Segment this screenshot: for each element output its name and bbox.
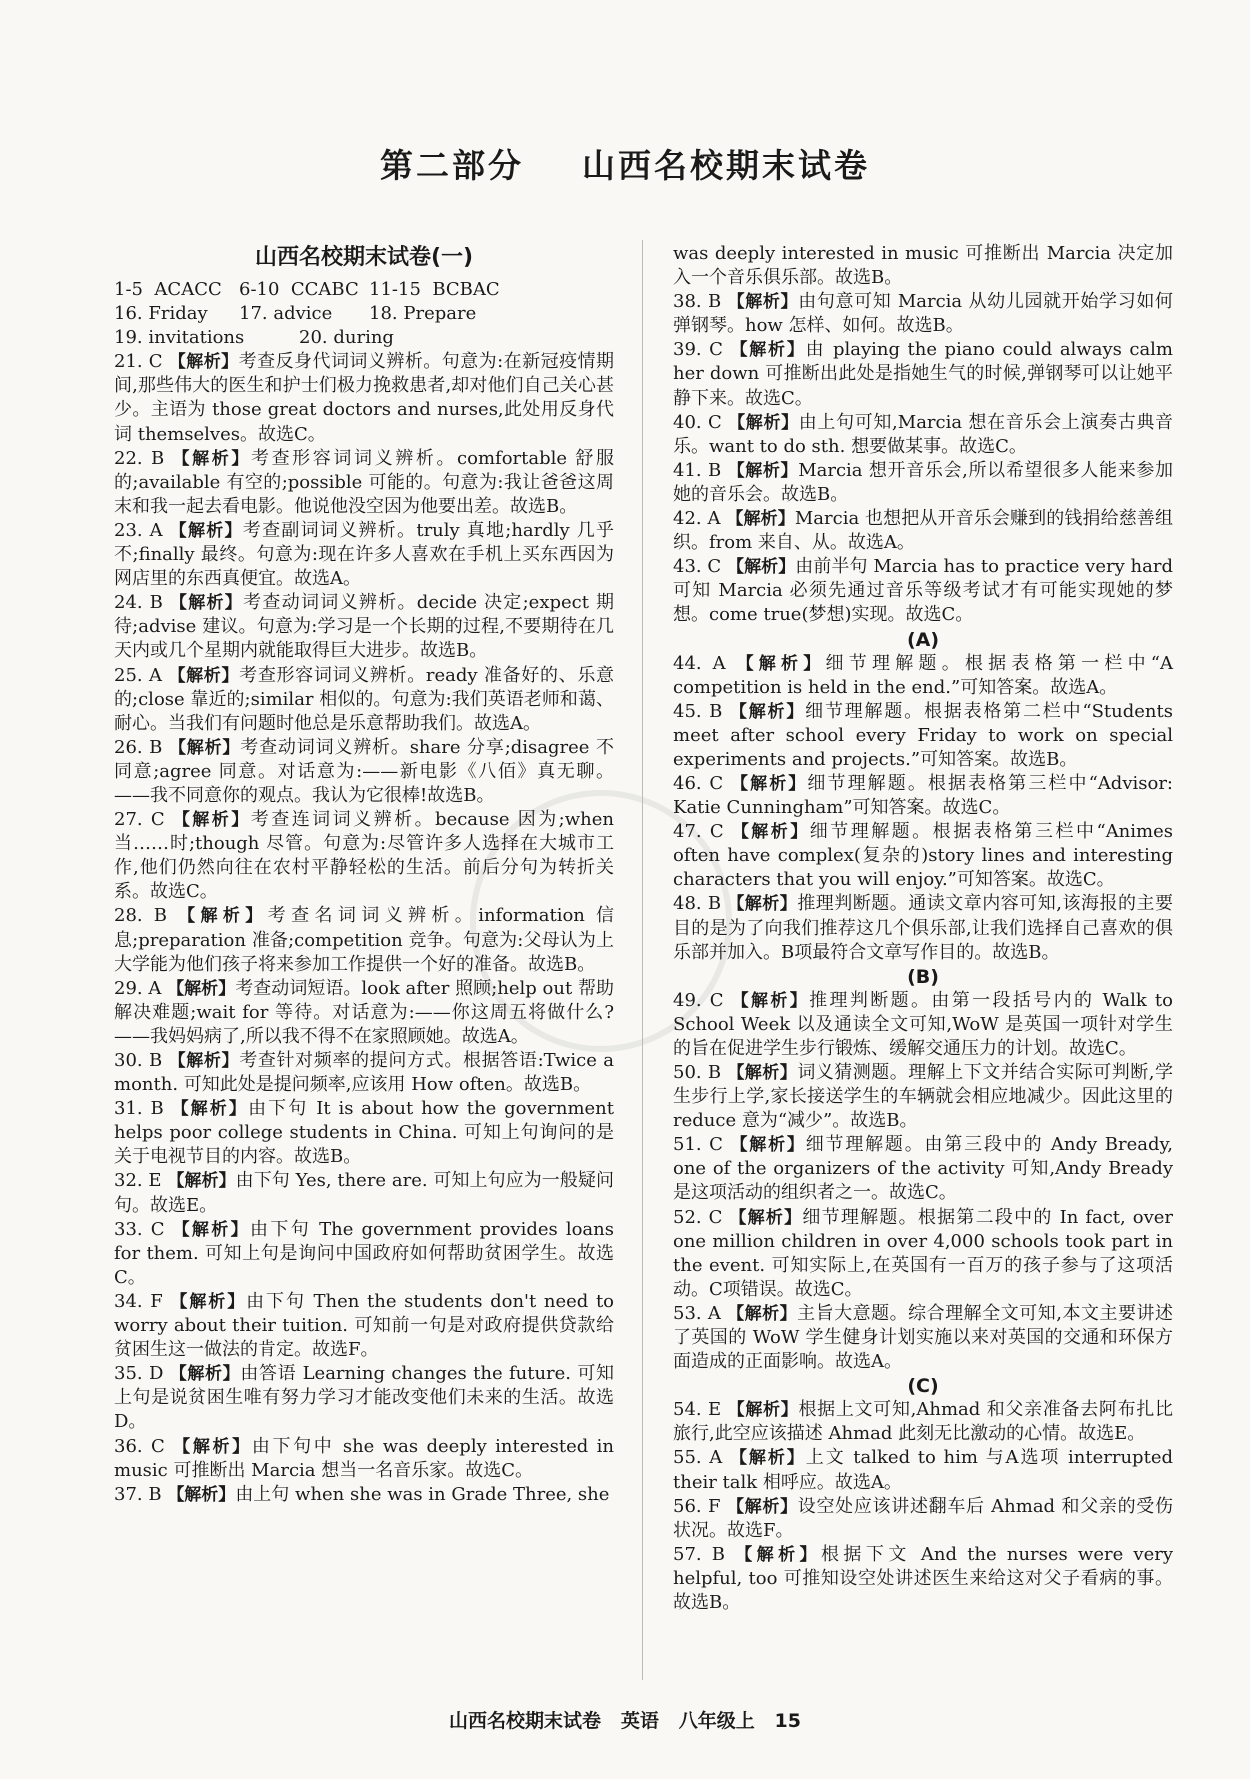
answer-explanation (673, 1398, 1173, 1446)
answer-explanation (673, 892, 1173, 964)
explanation-text: 推理判断题。由第一段括号内的 Walk to School Week 以及通读全文可知,WoW 是英国一项针对学生的旨在促进学生步行锻炼、缓解交通压力的计划。故选C。 (673, 989, 1173, 1059)
answer-explanation (114, 447, 614, 519)
analysis-tag: 【解析】 (168, 1051, 240, 1071)
analysis-tag: 【解析】 (167, 1171, 236, 1192)
analysis-tag: 【解析】 (169, 1364, 241, 1385)
analysis-tag: 【解析】 (730, 340, 806, 361)
analysis-tag: 【解析】 (168, 737, 241, 758)
item-number: 37. B (114, 1483, 162, 1505)
right-column (673, 242, 1173, 1615)
explanation-text: 由 playing the piano could always calm her down 可推断出此处是指她生气的时候,弹钢琴可以让她平静下来。故选C。 (673, 339, 1174, 409)
answer-explanation (673, 1133, 1173, 1205)
right-items-a (673, 652, 1173, 965)
explanation-text: Marcia 也想把从开音乐会赚到的钱捐给慈善组织。from 来自、从。故选A。 (673, 508, 1174, 554)
analysis-tag: 【解析】 (726, 509, 795, 530)
page-title: 第二部分 山西名校期末试卷 (380, 146, 870, 185)
answer-explanation (673, 555, 1173, 627)
item-number: 25. A (114, 664, 163, 686)
answer-explanation (114, 808, 614, 904)
right-items-b (673, 989, 1173, 1375)
explanation-text: 由下句 Then the students don't need to worry about their tuition. 可知前一句是对政府提供贷款给贫困生这一做法的肯定。故选F。 (114, 1290, 615, 1361)
item-number: 22. B (114, 447, 165, 469)
explanation-text: 考查针对频率的提问方式。根据答语:Twice a month. 可知此处是提问频率,应该用 How often。故选B。 (114, 1050, 614, 1096)
item-number: 40. C (673, 411, 722, 433)
analysis-tag: 【解析】 (169, 593, 244, 614)
explanation-text: 由下句中 she was deeply interested in music 可推断出 Marcia 想当一名音乐家。故选C。 (114, 1435, 615, 1481)
answer-explanation (673, 1446, 1173, 1494)
analysis-tag: 【解析】 (170, 1291, 247, 1312)
answer-explanation (673, 1543, 1173, 1615)
explanation-text: 考查名词词义辨析。information 信息;preparation 准备;competition 竞争。句意为:父母认为上大学能为他们孩子将来参加工作提供一个好的准备。故选B。 (114, 905, 614, 975)
item-number: 43. C (673, 556, 722, 578)
item-number: 27. C (114, 809, 165, 831)
analysis-tag: 【解析】 (735, 1544, 821, 1565)
analysis-tag: 【解析】 (730, 1135, 806, 1156)
explanation-text: 考查形容词词义辨析。comfortable 舒服的;available 有空的;possible 可能的。句意为:我让爸爸这周末和我一起去看电影。他说他没空因为他要出差。故选B。 (114, 447, 614, 517)
subsection-b-title: (B) (907, 965, 939, 988)
explanation-text: 由下句 The government provides loans for them. 可知上句是询问中国政府如何帮助贫困学生。故选C。 (114, 1218, 614, 1288)
item-number: 30. B (114, 1050, 163, 1071)
answer-explanation (114, 1218, 614, 1290)
answer-explanation (673, 652, 1173, 700)
explanation-text: 考查反身代词词义辨析。句意为:在新冠疫情期间,那些伟大的医生和护士们极力挽救患者,却对他们自己关心甚少。主语为 those great doctors and nurses,此处用反身代词 themselves。故选C。 (114, 351, 614, 445)
analysis-tag: 【解析】 (729, 1207, 803, 1228)
item-number: 23. A (114, 519, 163, 541)
page-footer: 山西名校期末试卷 英语 八年级上 15 (449, 1710, 801, 1732)
answer-explanation (673, 820, 1173, 892)
analysis-tag: 【解析】 (731, 990, 810, 1011)
answer-explanation (114, 977, 614, 1049)
answer-row-3 (114, 326, 614, 350)
analysis-tag: 【解析】 (727, 292, 799, 313)
analysis-tag: 【解析】 (727, 1063, 798, 1083)
analysis-tag: 【解析】 (173, 1436, 252, 1457)
answer-explanation (673, 338, 1173, 410)
answer-key: 6-10 CCABC (239, 279, 359, 300)
explanation-text: 由句意可知 Marcia 从幼儿园就开始学习如何弹钢琴。how 怎样、如何。故选B。 (673, 291, 1173, 337)
answer-explanation (114, 736, 614, 808)
answer-key: 20. during (299, 327, 394, 349)
explanation-text: 考查动词词义辨析。decide 决定;expect 期待;advise 建议。句意为:学习是一个长期的过程,不要期待在几天内或几个星期内就能取得巨大进步。故选B。 (114, 592, 614, 662)
analysis-tag: 【解析】 (171, 1099, 249, 1120)
item-number: 55. A (673, 1447, 723, 1469)
analysis-tag: 【解析】 (172, 810, 251, 831)
analysis-tag: 【解析】 (167, 978, 236, 999)
answer-explanation (673, 242, 1173, 290)
explanation-text: 考查形容词词义辨析。ready 准备好的、乐意的;close 靠近的;similar 相似的。句意为:我们英语老师和蔼、耐心。当我们有问题时他总是乐意帮助我们。故选A。 (114, 664, 614, 734)
answer-explanation (673, 507, 1173, 555)
item-number: 21. C (114, 351, 163, 373)
explanation-text: 由下句 It is about how the government helps poor college students in China. 可知上句询问的是关于电视节目的内容。故选B。 (114, 1098, 615, 1168)
item-number: 48. B (673, 893, 722, 915)
analysis-tag: 【解析】 (727, 1400, 799, 1421)
explanation-text: 由下句 Yes, there are. 可知上句应为一般疑问句。故选E。 (114, 1170, 614, 1216)
item-number: 47. C (673, 821, 724, 843)
item-number: 38. B (673, 291, 722, 313)
analysis-tag: 【解析】 (172, 448, 251, 469)
item-number: 34. F (114, 1290, 163, 1312)
explanation-text: Marcia 想开音乐会,所以希望很多人能来参加她的音乐会。故选B。 (673, 459, 1173, 505)
column-divider (642, 240, 643, 1680)
analysis-tag: 【解析】 (172, 1219, 250, 1240)
item-number: 33. C (114, 1218, 165, 1240)
answer-key: 11-15 BCBAC (369, 279, 500, 300)
explanation-text: 设空处应该讲述翻车后 Ahmad 和父亲的受伤状况。故选F。 (673, 1495, 1173, 1541)
answer-explanation (673, 1206, 1173, 1302)
answer-key: 1-5 ACACC (114, 279, 222, 300)
answer-explanation (114, 519, 614, 591)
explanation-text: 细节理解题。根据表格第三栏中“Animes often have complex(复杂的)story lines and interesting characters that you will enjoy.”可知答案。故选C。 (673, 821, 1173, 891)
answer-explanation (114, 591, 614, 663)
item-number: 31. B (114, 1098, 164, 1120)
explanation-text: 词义猜测题。理解上下文并结合实际可判断,学生步行上学,家长接送学生的车辆就会相应地减少。因此这里的 reduce 意为“减少”。故选B。 (673, 1062, 1173, 1132)
answer-explanation (114, 1483, 614, 1507)
explanation-text: 细节理解题。根据表格第三栏中“Advisor: Katie Cunningham”可知答案。故选C。 (673, 772, 1173, 819)
analysis-tag: 【解析】 (731, 822, 810, 843)
answer-explanation (673, 290, 1173, 338)
analysis-tag: 【解析】 (736, 653, 826, 674)
answer-explanation (114, 350, 614, 446)
answer-key: 19. invitations (114, 327, 245, 349)
answer-key: 17. advice (239, 303, 333, 325)
item-number: 46. C (673, 772, 724, 794)
answer-explanation (114, 1290, 614, 1362)
answer-explanation (114, 1362, 614, 1434)
explanation-text: 推理判断题。通读文章内容可知,该海报的主要目的是为了向我们推荐这几个俱乐部,让我们选择自己喜欢的俱乐部并加入。B项最符合文章写作目的。故选B。 (673, 893, 1173, 963)
item-number: 51. C (673, 1134, 723, 1156)
explanation-text: 考查连词词义辨析。because 因为;when 当……时;though 尽管。句意为:尽管许多人选择在大城市工作,他们仍然向往在农村平静轻松的生活。前后分句为转折关系。故选C。 (114, 809, 614, 903)
explanation-text: 细节理解题。根据表格第二栏中“Students meet after school every Friday to work on special experiments and projects.”可知答案。故选B。 (673, 700, 1173, 770)
explanation-text: 细节理解题。根据表格第一栏中“A competition is held in the end.”可知答案。故选A。 (673, 652, 1174, 698)
answer-explanation (114, 904, 614, 976)
analysis-tag: 【解析】 (168, 665, 240, 686)
item-number: 45. B (673, 700, 723, 722)
answer-explanation (673, 700, 1173, 772)
item-number: 26. B (114, 736, 163, 758)
analysis-tag: 【解析】 (727, 557, 796, 578)
item-number: 57. B (673, 1543, 726, 1565)
analysis-tag: 【解析】 (727, 894, 798, 915)
item-number: 32. E (114, 1170, 162, 1192)
analysis-tag: 【解析】 (178, 906, 268, 927)
explanation-text: 上文 talked to him 与A选项 interrupted their talk 相呼应。故选A。 (673, 1447, 1173, 1493)
answer-explanation (673, 772, 1173, 820)
explanation-text: 由答语 Learning changes the future. 可知上句是说贫困生唯有努力学习才能改变他们未来的生活。故选D。 (114, 1363, 614, 1433)
explanation-text: 由前半句 Marcia has to practice very hard 可知 Marcia 必须先通过音乐等级考试才有可能实现她的梦想。come true(梦想)实现。故选C。 (673, 556, 1173, 626)
right-items-c (673, 1398, 1173, 1615)
explanation-text: 考查动词短语。look after 照顾;help out 帮助解决难题;wait for 等待。对话意为:——你这周五将做什么?——我妈妈病了,所以我不得不在家照顾她。故选A。 (114, 977, 614, 1047)
item-number: 49. C (673, 989, 724, 1011)
explanation-text: 细节理解题。根据第二段中的 In fact, over one million children in over 4,000 schools took part in the event. 可知实际上,在英国有一百万的孩子参与了这项活动。C项错误。故选C。 (673, 1206, 1173, 1300)
answer-key: 18. Prepare (369, 303, 477, 325)
item-number: 36. C (114, 1435, 165, 1457)
analysis-tag: 【解析】 (728, 412, 799, 433)
analysis-tag: 【解析】 (729, 701, 806, 722)
subsection-c-title: (C) (907, 1375, 939, 1398)
answer-explanation (673, 1302, 1173, 1374)
analysis-tag: 【解析】 (726, 1496, 798, 1517)
subsection-a-title: (A) (906, 628, 940, 651)
answer-key: 16. Friday (114, 303, 208, 325)
answer-row-2 (114, 302, 614, 326)
explanation-text: 由上句 when she was in Grade Three, she (235, 1483, 610, 1505)
section-title: 山西名校期末试卷(一) (254, 245, 474, 270)
analysis-tag: 【解析】 (727, 460, 799, 481)
analysis-tag: 【解析】 (727, 1303, 798, 1324)
item-number: 42. A (673, 508, 721, 530)
item-number: 44. A (673, 652, 726, 674)
answer-explanation (114, 664, 614, 736)
answer-row-1 (114, 278, 614, 302)
answer-explanation (673, 459, 1173, 507)
analysis-tag: 【解析】 (729, 1448, 806, 1469)
item-number: 28. B (114, 905, 167, 927)
analysis-tag: 【解析】 (731, 773, 808, 794)
item-number: 35. D (114, 1363, 164, 1385)
left-items (114, 350, 614, 1507)
explanation-text: 细节理解题。由第三段中的 Andy Bready, one of the organizers of the activity 可知,Andy Bready 是这项活动的组织者之一。故选C。 (673, 1134, 1173, 1204)
item-number: 50. B (673, 1062, 722, 1083)
explanation-text: was deeply interested in music 可推断出 Marcia 决定加入一个音乐俱乐部。故选B。 (673, 243, 1173, 289)
answer-explanation (673, 1495, 1173, 1543)
answer-explanation (114, 1169, 614, 1217)
item-number: 53. A (673, 1302, 721, 1324)
explanation-text: 根据下文 And the nurses were very helpful, too 可推知设空处讲述医生来给这对父子看病的事。故选B。 (673, 1543, 1174, 1613)
explanation-text: 考查副词词义辨析。truly 真地;hardly 几乎不;finally 最终。句意为:现在许多人喜欢在手机上买东西因为网店里的东西真便宜。故选A。 (114, 519, 614, 590)
answer-explanation (114, 1049, 614, 1097)
left-column (114, 242, 614, 1507)
item-number: 39. C (673, 339, 723, 361)
right-items-1 (673, 242, 1173, 628)
analysis-tag: 【解析】 (169, 520, 243, 541)
item-number: 41. B (673, 459, 722, 481)
answer-explanation (114, 1435, 614, 1483)
answer-explanation (114, 1097, 614, 1169)
answer-explanation (673, 411, 1173, 459)
item-number: 54. E (673, 1399, 722, 1421)
explanation-text: 考查动词词义辨析。share 分享;disagree 不同意;agree 同意。对话意为:——新电影《八佰》真无聊。——我不同意你的观点。我认为它很棒!故选B。 (114, 736, 614, 806)
analysis-tag: 【解析】 (168, 352, 239, 373)
answer-explanation (673, 989, 1173, 1061)
explanation-text: 主旨大意题。综合理解全文可知,本文主要讲述了英国的 WoW 学生健身计划实施以来对英国的交通和环保方面造成的正面影响。故选A。 (673, 1302, 1173, 1373)
answer-explanation (673, 1061, 1173, 1133)
item-number: 56. F (673, 1495, 721, 1517)
explanation-text: 由上句可知,Marcia 想在音乐会上演奏古典音乐。want to do sth. 想要做某事。故选C。 (673, 411, 1174, 457)
analysis-tag: 【解析】 (167, 1484, 236, 1505)
explanation-text: 根据上文可知,Ahmad 和父亲准备去阿布扎比旅行,此空应该描述 Ahmad 此刻无比激动的心情。故选E。 (673, 1399, 1174, 1445)
item-number: 24. B (114, 592, 163, 614)
item-number: 29. A (114, 977, 162, 999)
item-number: 52. C (673, 1206, 723, 1228)
